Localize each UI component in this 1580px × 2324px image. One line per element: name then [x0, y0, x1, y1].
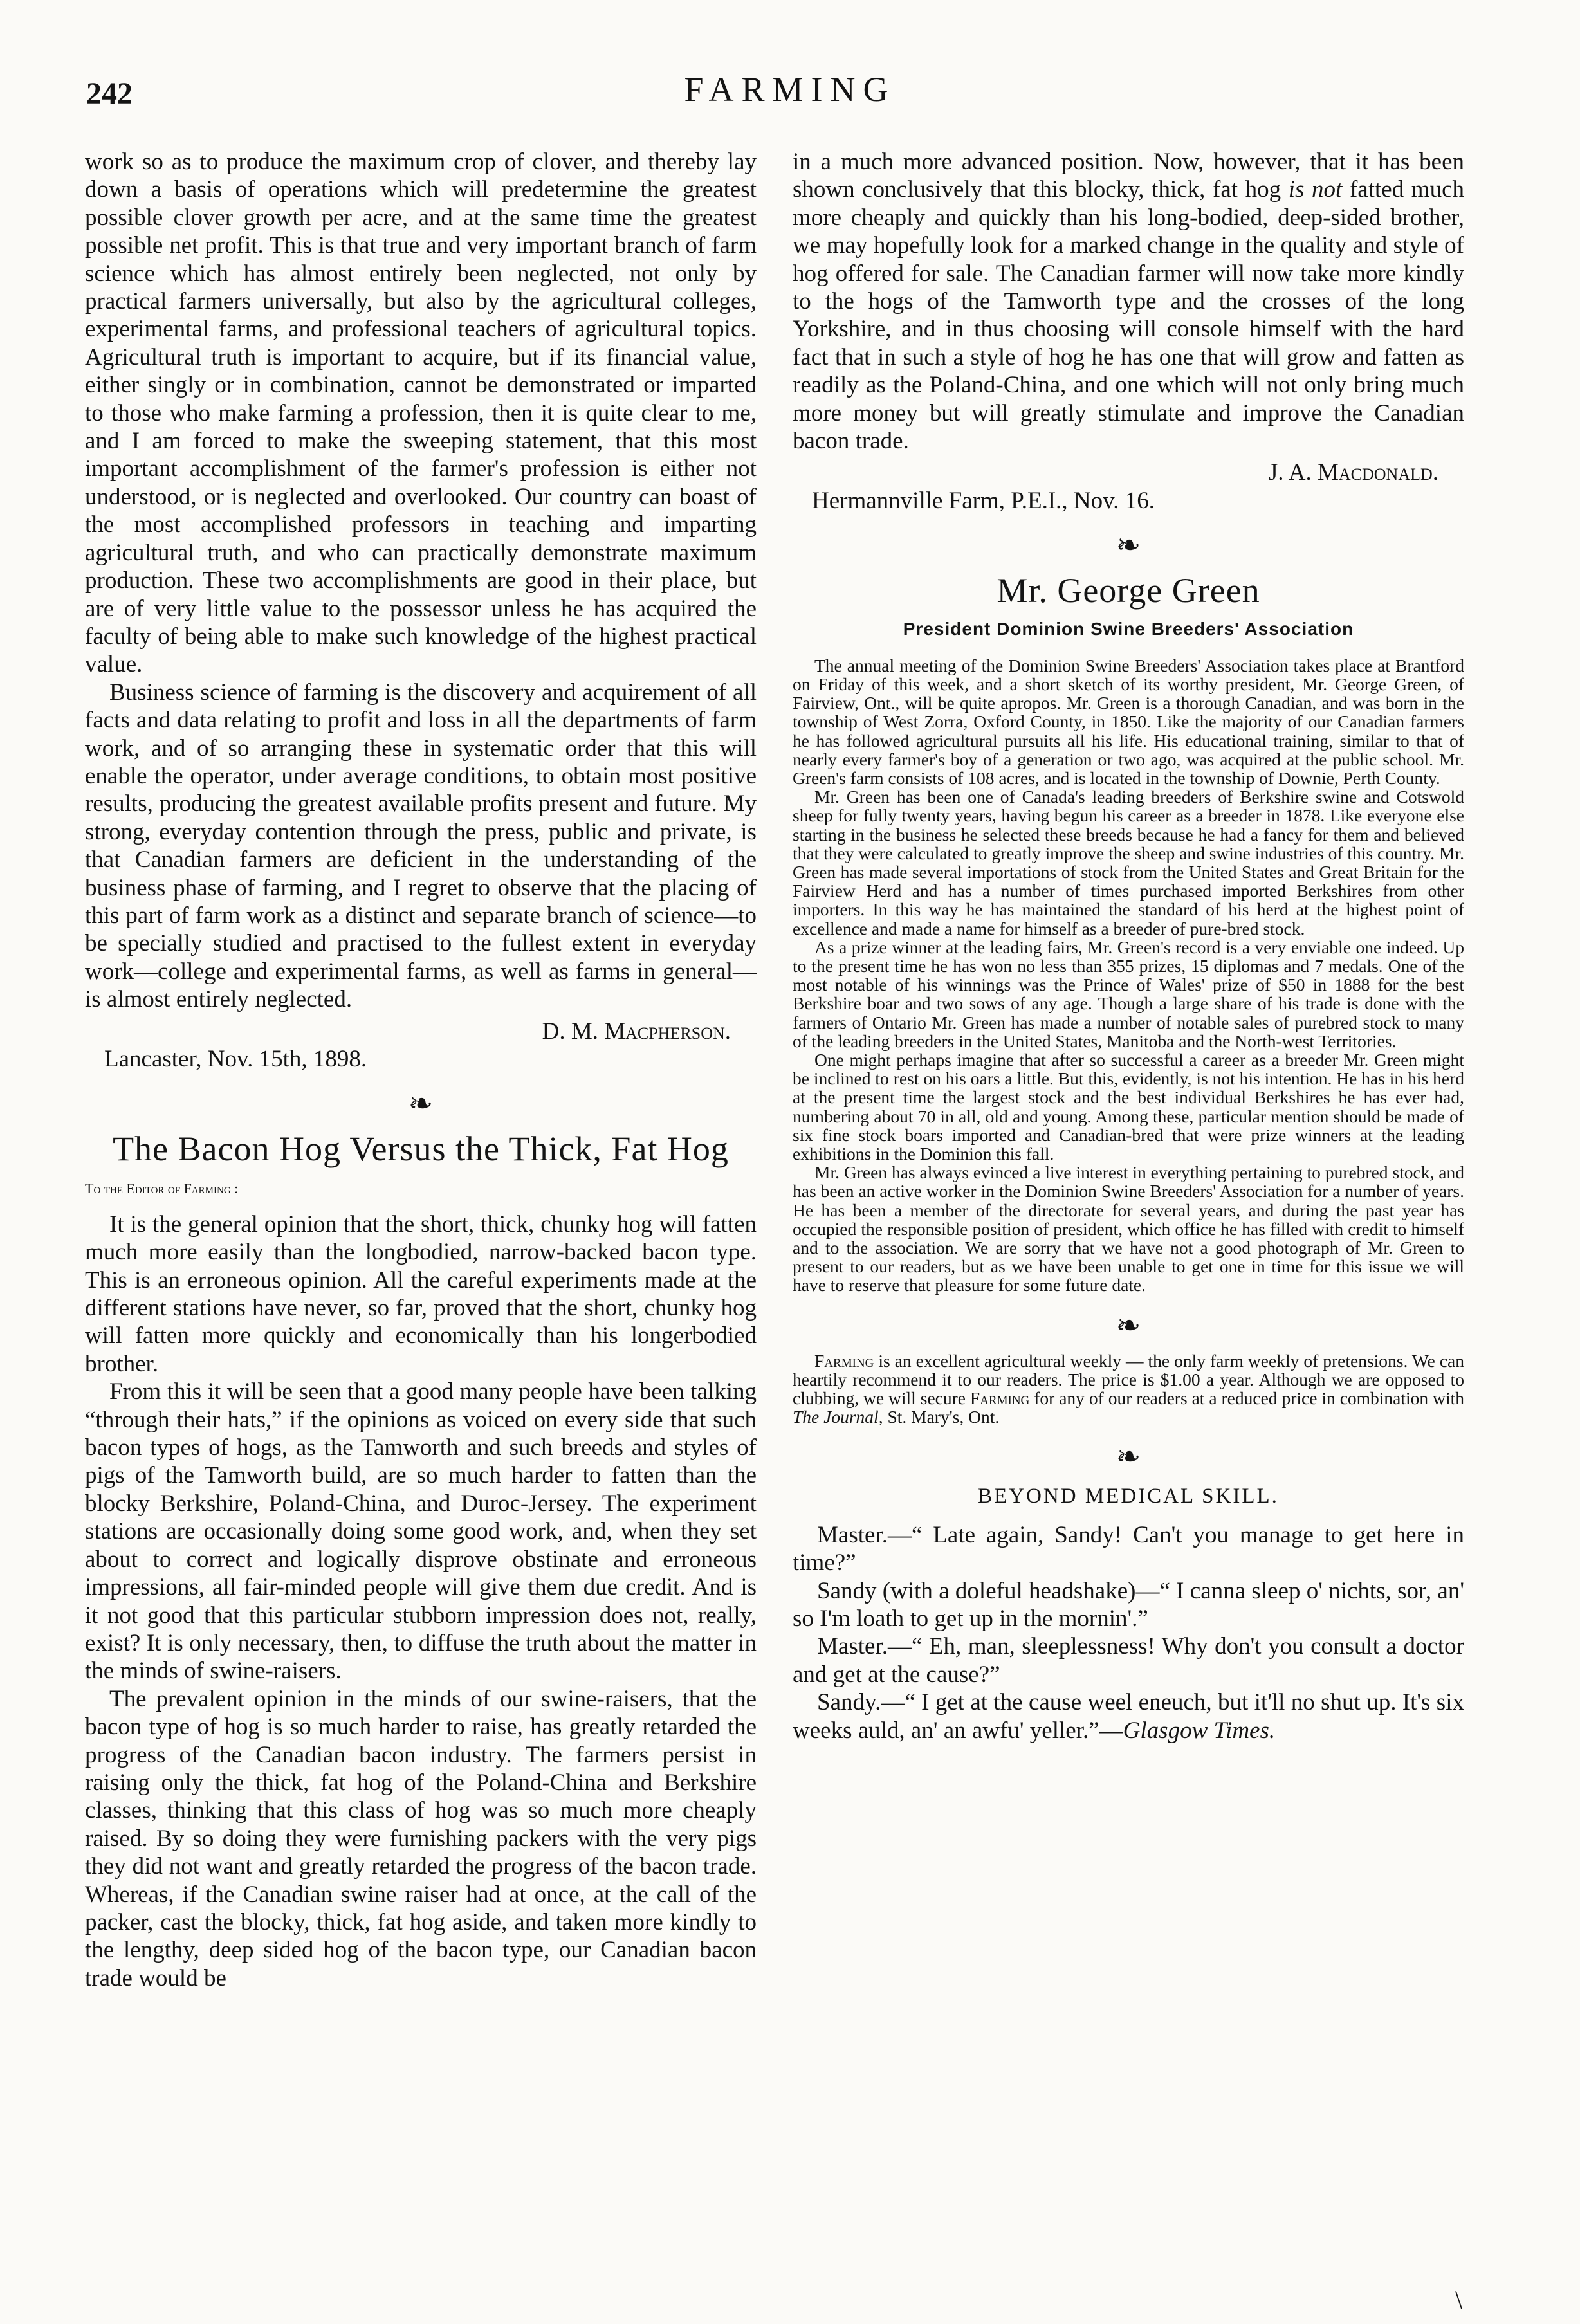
- paragraph: Mr. Green has been one of Canada's leading breeders of Berkshire swine and Cotswold sheep for fully twenty years, having begun his career as a breeder in 1878. Like everyone else starting in the business he selected these breeds because he had a fancy for them and believed that they were calculated to greatly improve the sheep and swine industries of this country. Mr. Green has made several importations of stock from the United States and Great Britain for the Fairview Herd and has a number of times purchased imported Berkshires from other importers. In this way he has maintained the standard of his herd at the highest point of excellence and made a name for himself as a breeder of pure-bred stock.: [793, 787, 1464, 938]
- dateline: Lancaster, Nov. 15th, 1898.: [104, 1046, 367, 1072]
- dateline: Hermannville Farm, P.E.I., Nov. 16.: [812, 487, 1155, 514]
- publication-name: Farming: [969, 1388, 1030, 1408]
- paragraph: Mr. Green has always evinced a live interest in everything pertaining to purebred stock, and has been an active worker in the Dominion Swine Breeders' Association for a number of years. He has been a member of the directorate for several years, and during the past year has occupied the responsible position of president, which office he has filled with credit to himself and to the association. We are sorry that we have not a good photograph of Mr. Green to present to our readers, but as we have been unable to get one in time for this issue we will have to reserve that pleasure for some future date.: [793, 1162, 1464, 1295]
- page-number: 242: [86, 77, 133, 111]
- paragraph: [793, 1351, 1464, 1427]
- signature: D. M. Macpherson.: [542, 1018, 731, 1045]
- source-citation: Glasgow Times.: [1123, 1717, 1276, 1744]
- ornament-icon: ❧: [408, 1087, 434, 1121]
- ornament-icon: ❧: [1116, 529, 1141, 562]
- paragraph: One might perhaps imagine that after so successful a career as a breeder Mr. Green might be inclined to rest on his oars a little. But this, evidently, is not his intention. He has in his herd at the present time the largest stock and the best individual Berkshires he has ever had, numbering about 70 in all, old and young. Among these, particular mention should be made of six fine stock boars imported and Canadian-bred that were prize winners at the leading exhibitions in the Dominion this fall.: [793, 1049, 1464, 1164]
- emphasis: is not: [1288, 176, 1343, 203]
- paragraph: From this it will be seen that a good many people have been talking “through their hats,” if the opinions as voiced on every side that such bacon types of hogs, as the Tamworth and such breeds and styles of pigs of the Tamworth build, are so much harder to fatten than the blocky Berkshire, Poland-China, and Duroc-Jersey. The experiment stations are occasionally doing some good work, and, when they set about to correct and logically disprove obstinate and erroneous impressions, all fair-minded people will give them due credit. And is it not good that this particular stubborn impression does not, really, exist? It is only necessary, then, to diffuse the truth about the matter in the minds of swine-raisers.: [85, 1378, 757, 1685]
- salutation: To the Editor of Farming :: [85, 1180, 239, 1197]
- ornament-icon: ❧: [1116, 1308, 1141, 1342]
- article-title: Mr. George Green: [997, 571, 1260, 610]
- article-subtitle: President Dominion Swine Breeders' Association: [903, 619, 1354, 639]
- signature: J. A. Macdonald.: [1268, 459, 1438, 486]
- stray-mark: \: [1455, 2285, 1463, 2314]
- paragraph: The annual meeting of the Dominion Swine Breeders' Association takes place at Brantford on Friday of this week, and a short sketch of its worthy president, Mr. George Green, of Fairview, Ont., will be quite apropos. Mr. Green is a thorough Canadian, and was born in the township of West Zorra, Oxford County, in 1850. Like the majority of our Canadian farmers he has followed agricultural pursuits all his life. His educational training, similar to that of nearly every farmer's boy of a generation or two ago, was acquired at the public school. Mr. Green's farm consists of 108 acres, and is located in the township of Downie, Perth County.: [793, 655, 1464, 788]
- text-run: for any of our readers at a reduced price in combination with: [1029, 1388, 1464, 1408]
- paragraph: As a prize winner at the leading fairs, Mr. Green's record is a very enviable one indeed. Up to the present time he has won no less than 355 prizes, 15 diplomas and 7 medals. One of the most notable of his winnings was the Prince of Wales' prize of $50 in 1888 for the best Berkshire boar and two sows of any age. Though a large share of his trade is done with the farmers of Ontario Mr. Green has made a number of notable sales of purebred stock to many of the leading breeders in the United States, Manitoba and the North-west Territories.: [793, 937, 1464, 1051]
- text-run: Sandy.—“ I get at the cause weel eneuch, but it'll no shut up. It's six weeks auld, an' an awfu' yeller.”—: [793, 1689, 1464, 1744]
- publication-title: The Journal: [793, 1407, 879, 1427]
- article-title: BEYOND MEDICAL SKILL.: [978, 1485, 1279, 1508]
- text-run: is an excellent agricultural weekly — the only farm weekly of pretensions. We can heartily recommend it to our readers. The price is $1.00 a year. Although we are opposed to clubbing, we will secure: [793, 1350, 1464, 1408]
- text-run: , St. Mary's, Ont.: [878, 1407, 1000, 1427]
- paragraph: Master.—“ Eh, man, sleeplessness! Why don't you consult a doctor and get at the cause?”: [793, 1633, 1464, 1688]
- ornament-icon: ❧: [1116, 1440, 1141, 1474]
- text-run: fatted much more cheaply and quickly than his long-bodied, deep-sided brother, we may hopefully look for a marked change in the quality and style of hog offered for sale. The Canadian farmer will now take more kindly to the hogs of the Tamworth type and the crosses of the long Yorkshire, and in thus choosing will console himself with the hard fact that in such a style of hog he has one that will grow and fatten as readily as the Poland-China, and one which will not only bring much more money but will greatly stimulate and improve the Canadian bacon trade.: [793, 176, 1464, 455]
- text-run: in a much more advanced position. Now, however, that it has been shown conclusively that this blocky, thick, fat hog: [793, 149, 1464, 203]
- paragraph: [793, 148, 1464, 455]
- paragraph: [793, 1688, 1464, 1744]
- biography-body: [793, 656, 1464, 1295]
- paragraph: work so as to produce the maximum crop of clover, and thereby lay down a basis of operations which will predetermine the greatest possible clover growth per acre, and at the same time the greatest possible net profit. This is that true and very important branch of farm science which has almost entirely been neglected, not only by practical farmers universally, but also by the agricultural colleges, experimental farms, and professional teachers of agricultural topics. Agricultural truth is important to acquire, but if its financial value, either singly or in combination, cannot be demonstrated or imparted to those who make farming a profession, then it is quite clear to me, and I am forced to make the sweeping statement, that this most important accomplishment of the farmer's profession is either not understood, or is neglected and overlooked. Our country can boast of the most accomplished professors in teaching and imparting agricultural truth, and who can practically demonstrate maximum production. These two accomplishments are good in their place, but are of very little value to the possessor unless he has acquired the faculty of being able to make such knowledge of the highest practical value.: [85, 149, 757, 678]
- paragraph: Sandy (with a doleful headshake)—“ I canna sleep o' nichts, sor, an' so I'm loath to get up in the mornin'.”: [793, 1577, 1464, 1633]
- paragraph: The prevalent opinion in the minds of our swine-raisers, that the bacon type of hog is so much harder to raise, has greatly retarded the progress of the Canadian bacon industry. The farmers persist in raising only the thick, fat hog of the Poland-China and Berkshire classes, thinking that this class of hog was so much more cheaply raised. By so doing they were furnishing packers with the very pigs they did not want and greatly retarded the progress of the bacon trade. Whereas, if the Canadian swine raiser had at once, at the call of the packer, cast the blocky, thick, fat hog aside, and taken more kindly to the lengthy, deep sided hog of the bacon type, our Canadian bacon trade would be: [85, 1685, 757, 1991]
- article-title: The Bacon Hog Versus the Thick, Fat Hog: [113, 1130, 729, 1169]
- publication-name: Farming: [814, 1350, 874, 1371]
- notice: [793, 1351, 1464, 1427]
- right-column: [793, 148, 1464, 1744]
- left-column: [85, 148, 757, 1992]
- paragraph: Business science of farming is the discovery and acquirement of all facts and data relating to profit and loss in all the departments of farm work, and of so arranging these in systematic order that this will enable the operator, under average conditions, to obtain most positive results, producing the greatest available profits present and future. My strong, everyday contention through the press, public and private, is that Canadian farmers are deficient in the understanding of the business phase of farming, and I regret to observe that the placing of this part of farm work as a distinct and separate branch of science—to be specially studied and practised to the fullest extent in everyday work—college and experimental farms, as well as farms in general—is almost entirely neglected.: [85, 679, 757, 1013]
- paragraph: It is the general opinion that the short, thick, chunky hog will fatten much more easily than the longbodied, narrow-backed bacon type. This is an erroneous opinion. All the careful experiments made at the different stations have never, so far, proved that the short, chunky hog will fatten more quickly and economically than his longerbodied brother.: [85, 1211, 757, 1377]
- paragraph: Master.—“ Late again, Sandy! Can't you manage to get here in time?”: [793, 1521, 1464, 1577]
- running-title: FARMING: [684, 70, 896, 109]
